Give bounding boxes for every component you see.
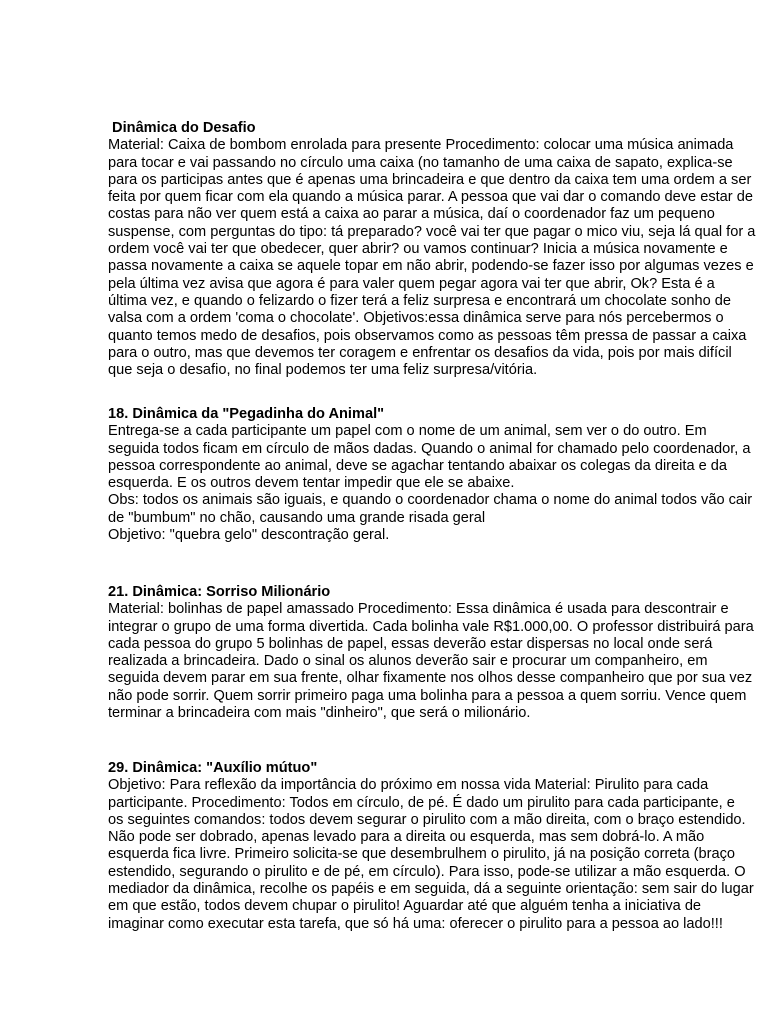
paragraph-line: Material: bolinhas de papel amassado Procedimento: Essa dinâmica é usada para descontrair e (108, 601, 729, 618)
paragraph-line: terminar a brincadeira com mais "dinheiro", que será o milionário. (108, 705, 531, 722)
section-dinamica-do-desafio (108, 120, 768, 379)
paragraph-line: que seja o desafio, no final podemos ter uma feliz surpresa/vitória. (108, 362, 538, 379)
paragraph-line: Obs: todos os animais são iguais, e quando o coordenador chama o nome do animal todos vão cair (108, 492, 753, 509)
section-auxilio-mutuo (108, 760, 768, 933)
section-title: 18. Dinâmica da "Pegadinha do Animal" (108, 406, 385, 422)
paragraph-line: cada pessoa do grupo 5 bolinhas de papel, essas deverão estar dispersas no local onde será (108, 635, 713, 652)
paragraph-line: mediador da dinâmica, recolhe os papéis e em seguida, dá a seguinte orientação: sem sair do lugar (108, 881, 754, 898)
paragraph-line: ordem você vai ter que obedecer, quer abrir? ou vamos continuar? Inicia a música novamente e (108, 241, 728, 258)
paragraph-line: esquerda fica livre. Primeiro solicita-se que desembrulhem o pirulito, já na posição correta (braço (108, 846, 736, 863)
paragraph-line: participante. Procedimento: Todos em círculo, de pé. É dado um pirulito para cada participante, e (108, 794, 735, 811)
paragraph-line: última vez, e quando o felizardo o fizer terá a feliz surpresa e encontrará um chocolate sonho de (108, 292, 732, 309)
paragraph-line: Material: Caixa de bombom enrolada para presente Procedimento: colocar uma música animada (108, 137, 734, 154)
paragraph-line: para tocar e vai passando no círculo uma caixa (no tamanho de uma caixa de sapato, explica-se (108, 154, 733, 171)
paragraph-line: Entrega-se a cada participante um papel com o nome de um animal, sem ver o do outro. Em (108, 423, 707, 440)
section-title: Dinâmica do Desafio (108, 120, 256, 136)
section-title: 21. Dinâmica: Sorriso Milionário (108, 584, 331, 600)
paragraph-line: imaginar como executar esta tarefa, que só há uma: oferecer o pirulito para a pessoa ao lado!!! (108, 915, 723, 932)
paragraph-line: Não pode ser dobrado, apenas levado para a direita ou esquerda, mas sem dobrá-lo. A mão (108, 829, 705, 846)
paragraph-line: pessoa correspondente ao animal, deve se agachar tentando abaixar os colegas da direita e da (108, 457, 728, 474)
paragraph-line: seguida devem parar em sua frente, olhar fixamente nos olhos desse companheiro que por sua vez (108, 670, 753, 687)
paragraph-line: suspense, com perguntas do tipo: tá preparado? você vai ter que pagar o mico viu, seja lá qual for a (108, 223, 756, 240)
paragraph-line: não pode sorrir. Quem sorrir primeiro paga uma bolinha para a pessoa a quem sorriu. Vence quem (108, 687, 747, 704)
paragraph-line: para o outro, mas que devemos ter coragem e enfrentar os desafios da vida, pois por mais difícil (108, 344, 732, 361)
paragraph-line: para os participas antes que é apenas uma brincadeira e que dentro da caixa tem uma ordem a ser (108, 171, 752, 188)
paragraph-line: integrar o grupo de uma forma divertida. Cada bolinha vale R$1.000,00. O professor distribuirá para (108, 618, 754, 635)
paragraph-line: feita por quem ficar com ela quando a música parar. A pessoa que vai dar o comando deve estar de (108, 189, 753, 206)
paragraph-line: valsa com a ordem 'coma o chocolate'. Objetivos:essa dinâmica serve para nós percebermos o (108, 310, 724, 327)
section-title: 29. Dinâmica: "Auxílio mútuo" (108, 760, 318, 776)
paragraph-line: seguida todos ficam em círculo de mãos dadas. Quando o animal for chamado pelo coordenador, a (108, 440, 751, 457)
paragraph-line: em que estão, todos devem chupar o pirulito! Aguardar até que alguém tenha a iniciativa de (108, 898, 702, 915)
paragraph-line: costas para não ver quem está a caixa ao parar a música, daí o coordenador faz um pequeno (108, 206, 715, 223)
paragraph-line: pela última vez avisa que agora é para valer quem pegar agora vai ter que abrir, Ok? Esta é a (108, 275, 715, 292)
paragraph-line: os seguintes comandos: todos devem segurar o pirulito com a mão direita, com o braço estendido. (108, 811, 746, 828)
section-pegadinha-do-animal (108, 406, 768, 544)
paragraph-line: esquerda. E os outros devem tentar impedir que ele se abaixe. (108, 475, 515, 492)
paragraph-line: Objetivo: "quebra gelo" descontração geral. (108, 527, 390, 544)
paragraph-line: estendido, segurando o pirulito e de pé, em círculo). Para isso, pode-se utilizar a mão esquerda. O (108, 863, 746, 880)
paragraph-line: Objetivo: Para reflexão da importância do próximo em nossa vida Material: Pirulito para cada (108, 777, 709, 794)
section-sorriso-milionario (108, 584, 768, 722)
paragraph-line: quanto temos medo de desafios, pois observamos como as pessoas têm pressa de passar a caixa (108, 327, 747, 344)
paragraph-line: de "bumbum" no chão, causando uma grande risada geral (108, 509, 486, 526)
paragraph-line: realizada a brincadeira. Dado o sinal os alunos deverão sair e procurar um companheiro, em (108, 653, 708, 670)
paragraph-line: passa novamente a caixa se aquele topar em não abrir, podendo-se fazer isso por algumas vezes e (108, 258, 754, 275)
